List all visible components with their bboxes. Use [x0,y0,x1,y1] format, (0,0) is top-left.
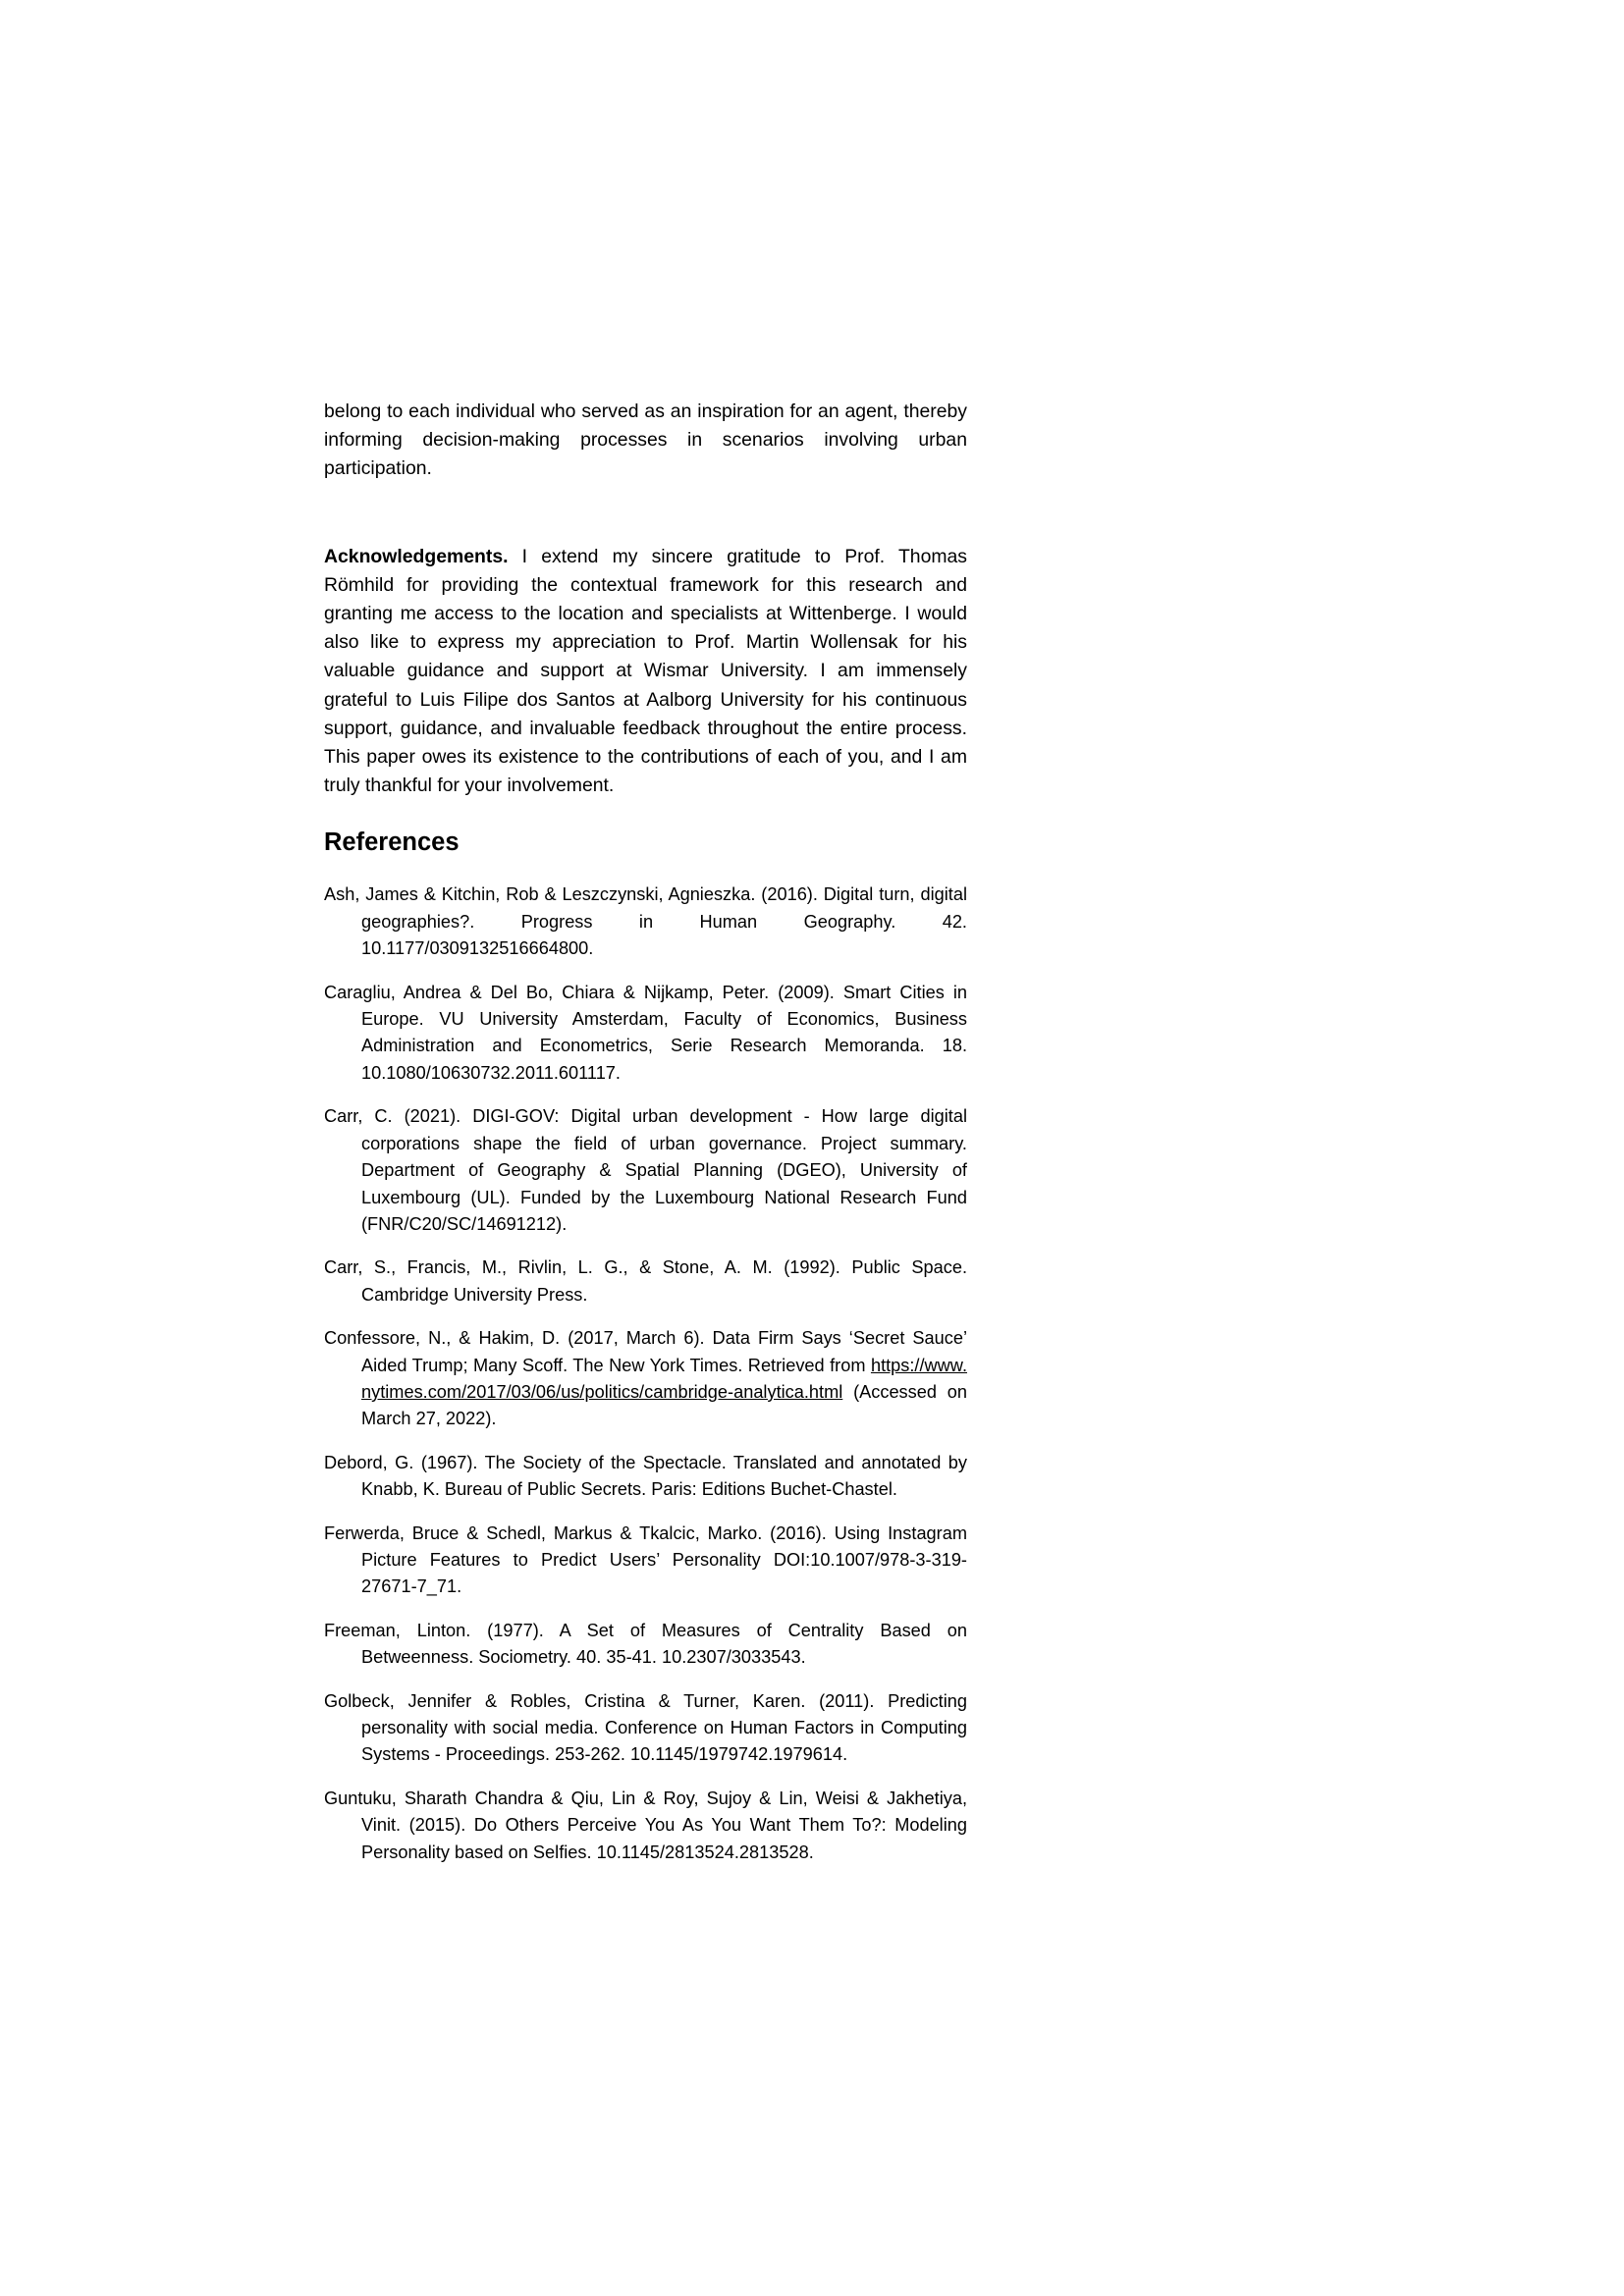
reference-entry: Carr, C. (2021). DIGI-GOV: Digital urban development - How large digital corporations shape the field of urban governance. Project summary. Department of Geography & Spatial Planning (DGEO), University of Luxembourg (UL). Funded by the Luxembourg National Research Fund (FNR/C20/SC/14691212). [324,1106,967,1234]
references-list [324,881,967,1866]
references-heading: References [324,828,460,857]
acknowledgements-paragraph [324,543,967,801]
reference-entry: Debord, G. (1967). The Society of the Spectacle. Translated and annotated by Knabb, K. Bureau of Public Secrets. Paris: Editions Buchet-Chastel. [324,1452,967,1500]
reference-entry: Ferwerda, Bruce & Schedl, Markus & Tkalcic, Marko. (2016). Using Instagram Picture Features to Predict Users’ Personality DOI:10.1007/978-3-319-27671-7_71. [324,1522,967,1597]
reference-entry: Guntuku, Sharath Chandra & Qiu, Lin & Roy, Sujoy & Lin, Weisi & Jakhetiya, Vinit. (2015). Do Others Perceive You As You Want Them To?: Modeling Personality based on Selfies. 10.1145/2813524.2813528. [324,1788,967,1862]
reference-entry [324,1325,967,1433]
reference-entry: Ash, James & Kitchin, Rob & Leszczynski, Agnieszka. (2016). Digital turn, digital geographies?. Progress in Human Geography. 42. 10.1177/0309132516664800. [324,884,967,959]
reference-hyperlink[interactable]: https://www.nytimes.com/2017/03/06/us/politics/cambridge-analytica.html [361,1355,967,1402]
reference-entry: Caragliu, Andrea & Del Bo, Chiara & Nijkamp, Peter. (2009). Smart Cities in Europe. VU University Amsterdam, Faculty of Economics, Business Administration and Econometrics, Serie Research Memoranda. 18. 10.1080/10630732.2011.601117. [324,982,967,1083]
section-spacer [324,800,967,828]
heading-spacer [324,857,967,881]
acknowledgements-heading: Acknowledgements. [324,545,509,567]
reference-entry: Golbeck, Jennifer & Robles, Cristina & Turner, Karen. (2011). Predicting personality with social media. Conference on Human Factors in Computing Systems - Proceedings. 253-262. 10.1145/1979742.1979614. [324,1690,967,1765]
reference-entry: Carr, S., Francis, M., Rivlin, L. G., & Stone, A. M. (1992). Public Space. Cambridge University Press. [324,1257,967,1305]
body-paragraph-continuation: belong to each individual who served as an inspiration for an agent, thereby informing decision-making processes in scenarios involving urban participation. [324,400,967,480]
section-spacer [324,484,967,543]
reference-text-after-link: (Accessed on March 27, 2022). [361,1381,967,1429]
acknowledgements-text: I extend my sincere gratitude to Prof. Thomas Römhild for providing the contextual framework for this research and granting me access to the location and specialists at Wittenberge. I would also like to express my appreciation to Prof. Martin Wollensak for his valuable guidance and support at Wismar University. I am immensely grateful to Luis Filipe dos Santos at Aalborg University for his continuous support, guidance, and invaluable feedback throughout the entire process. This paper owes its existence to the contributions of each of you, and I am truly thankful for your involvement. [324,545,967,797]
reference-entry: Freeman, Linton. (1977). A Set of Measures of Centrality Based on Betweenness. Sociometry. 40. 35-41. 10.2307/3033543. [324,1620,967,1668]
page-content-column [324,398,967,1866]
reference-text-before-link: Confessore, N., & Hakim, D. (2017, March 6). Data Firm Says ‘Secret Sauce’ Aided Trump; Many Scoff. The New York Times. Retrieved from [324,1328,967,1375]
